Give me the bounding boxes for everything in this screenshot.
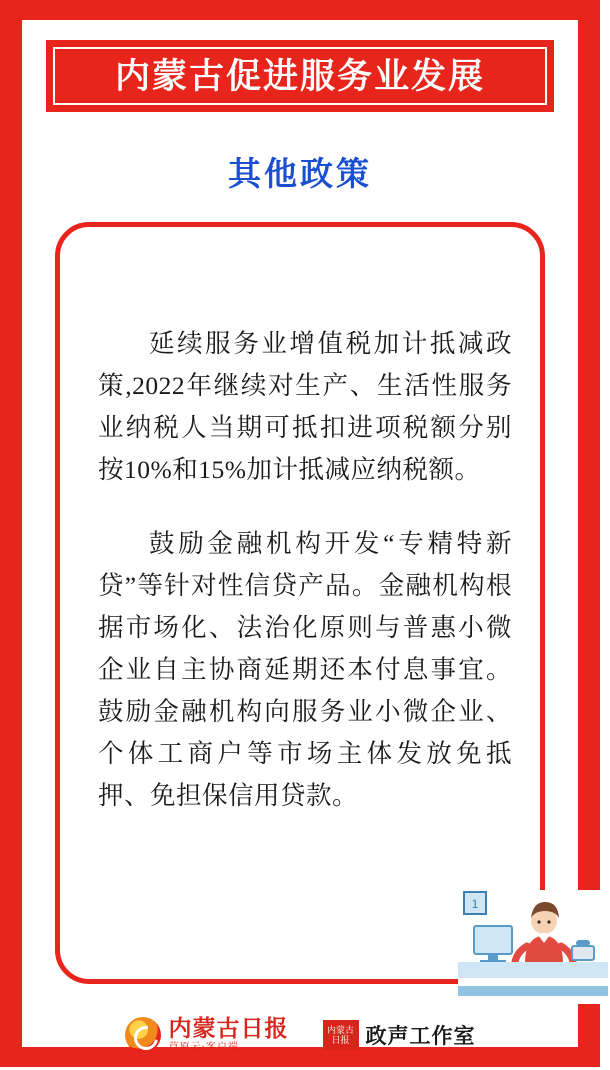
header-banner-border [53, 47, 547, 105]
studio-name: 政声工作室 [365, 1024, 476, 1048]
footer-logos [22, 1000, 578, 1070]
swirl-logo-icon [125, 1017, 161, 1053]
service-counter-illustration [432, 888, 610, 1006]
policy-text-body [98, 323, 512, 817]
newspaper-logo [125, 1017, 289, 1053]
newspaper-name: 内蒙古日报 [168, 1016, 289, 1041]
newspaper-subtitle: 草原云·客户端 [168, 1042, 239, 1053]
page-title: 内蒙古促进服务业发展 [114, 56, 485, 96]
studio-badge-icon: 内蒙古日报 [323, 1020, 359, 1050]
content-box [55, 222, 545, 984]
header-banner [46, 40, 554, 112]
section-subtitle: 其他政策 [228, 157, 372, 193]
poster-inner-page [22, 20, 578, 1053]
policy-paragraph-1: 延续服务业增值税加计抵减政策,2022年继续对生产、生活性服务业纳税人当期可抵扣进项税额分别按10%和15%加计抵减应纳税额。 [98, 329, 512, 484]
studio-logo [323, 1020, 476, 1050]
counter-number-label: 1 [471, 897, 479, 911]
policy-paragraph-2: 鼓励金融机构开发“专精特新贷”等针对性信贷产品。金融机构根据市场化、法治化原则与普惠小微企业自主协商延期还本付息事宜。鼓励金融机构向服务业小微企业、个体工商户等市场主体发放免抵押、免担保信用贷款。 [98, 529, 512, 810]
newspaper-logo-text [169, 1017, 289, 1053]
